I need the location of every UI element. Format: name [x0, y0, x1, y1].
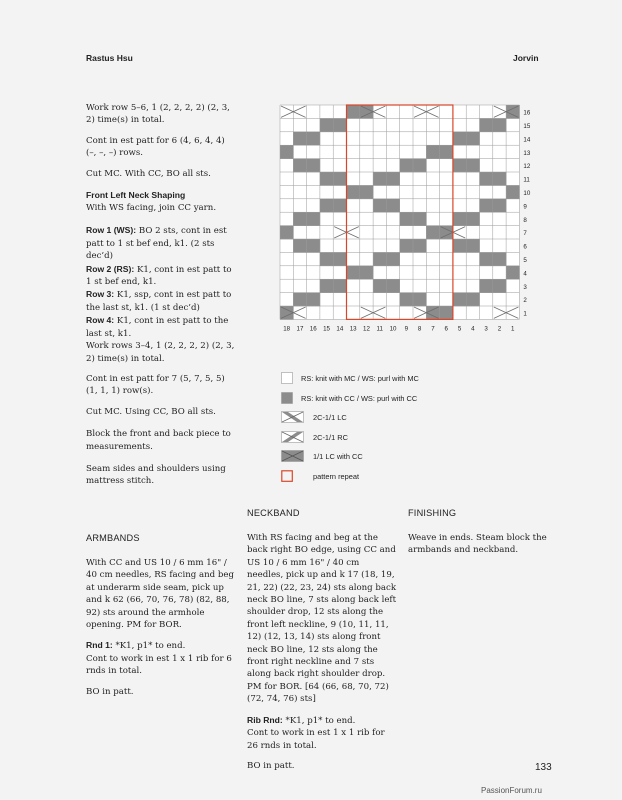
knitting-chart [270, 100, 540, 345]
cc-stitch [333, 199, 347, 213]
row-number: 14 [523, 136, 531, 144]
cc-stitch [466, 159, 480, 173]
legend-symbol-icon [281, 450, 304, 462]
row-number: 9 [523, 203, 527, 211]
legend-symbol-icon [281, 392, 293, 404]
cc-stitch [426, 145, 440, 159]
column-number: 17 [296, 325, 304, 333]
legend-symbol-icon [281, 431, 304, 443]
cc-stitch [333, 118, 347, 132]
column-number: 18 [283, 325, 291, 333]
row-number: 7 [523, 230, 527, 238]
cc-stitch [453, 239, 467, 253]
instruction-paragraph: Work rows 3–4, 1 (2, 2, 2, 2) (2, 3, 2) time(s) in total. [86, 341, 235, 364]
cc-stitch [413, 239, 427, 253]
cc-stitch [333, 252, 347, 266]
cc-stitch [400, 212, 414, 226]
cc-stitch [293, 293, 307, 307]
cc-stitch [466, 293, 480, 307]
section-heading: NECKBAND [247, 508, 300, 518]
row-number: 8 [523, 216, 527, 224]
cc-stitch [466, 212, 480, 226]
legend-symbol-icon [281, 372, 293, 384]
instruction-paragraph: Weave in ends. Steam block the armbands and neckband. [408, 533, 547, 556]
cc-stitch [360, 185, 374, 199]
cc-stitch [506, 185, 520, 199]
instruction-paragraph: Seam sides and shoulders using mattress stitch. [86, 463, 226, 487]
column-number: 3 [484, 325, 488, 333]
instruction-paragraph: Cut MC. With CC, BO all sts. [86, 168, 211, 179]
column-number: 7 [431, 325, 435, 333]
cc-stitch [360, 266, 374, 280]
cc-stitch [440, 145, 454, 159]
cc-stitch [280, 145, 294, 159]
cc-stitch [413, 212, 427, 226]
row-instruction: Row 4: K1, cont in est patt to the last st, k1. [86, 315, 229, 339]
armbands-section [86, 533, 238, 706]
row-number: 15 [523, 123, 531, 131]
legend-label: 2C-1/1 RC [313, 432, 348, 442]
cc-stitch [440, 306, 454, 320]
cc-stitch [413, 293, 427, 307]
column-number: 2 [497, 325, 502, 333]
cc-stitch [400, 293, 414, 307]
cc-stitch [307, 132, 321, 146]
cc-stitch [493, 118, 507, 132]
watermark: PassionForum.ru [481, 786, 542, 795]
cc-stitch [307, 239, 321, 253]
row-instruction: Row 3: K1, ssp, cont in est patt to the last st, k1. (1 st dec’d) [86, 289, 232, 313]
cc-stitch [386, 172, 400, 186]
cc-stitch [386, 199, 400, 213]
cc-stitch [480, 279, 494, 293]
row-instruction: Row 2 (RS): K1, cont in est patt to 1 st bef end, k1. [86, 263, 232, 288]
cc-stitch [280, 226, 294, 240]
row-number: 11 [523, 176, 530, 184]
cc-stitch [400, 239, 414, 253]
cc-stitch [333, 172, 347, 186]
cc-stitch [493, 279, 507, 293]
cc-stitch [493, 252, 507, 266]
cc-stitch [506, 266, 520, 280]
column-number: 14 [336, 325, 344, 333]
cc-stitch [386, 252, 400, 266]
row-number: 10 [523, 190, 531, 198]
column-number: 8 [417, 325, 422, 333]
cc-stitch [293, 239, 307, 253]
legend-label: 2C-1/1 LC [313, 413, 347, 422]
cc-stitch [320, 199, 334, 213]
cc-stitch [373, 199, 387, 213]
cc-stitch [400, 159, 414, 173]
column-number: 13 [349, 325, 357, 333]
cc-stitch [320, 252, 334, 266]
row-instruction: Row 1 (WS): BO 2 sts, cont in est patt to 1 st bef end, k1. (2 sts dec’d) [86, 225, 227, 262]
legend-label: RS: knit with CC / WS: purl with CC [301, 393, 418, 403]
cc-stitch [293, 212, 307, 226]
pattern-name: Jorvin [513, 53, 539, 63]
cc-stitch [307, 159, 321, 173]
legend-label: RS: knit with MC / WS: purl with MC [301, 374, 419, 383]
cc-stitch [347, 105, 361, 119]
instruction-paragraph: With RS facing and beg at the back right BO edge, using CC and US 10 / 6 mm 16" / 40 cm needles, pick up and k 17 (18, 19, 21, 22) (22, 23, 24) sts along back neck BO line, 7 sts along back left shoulder drop, 12 sts along the front left neckline, 9 (10, 11, 11, 12) (12, 13, 14) sts along front neck BO line, 12 sts along the front right neckline and 7 sts along back right shoulder drop. PM for BOR. [64 (66, 68, 70, 72) (72, 74, 76) sts] [247, 533, 397, 705]
cc-stitch [493, 172, 507, 186]
legend-symbol-icon [281, 411, 304, 423]
column-number: 1 [511, 325, 515, 333]
cc-stitch [320, 118, 334, 132]
column-number: 10 [389, 325, 397, 333]
round-instruction: Rnd 1: *K1, p1* to end. [86, 640, 186, 652]
cc-stitch [373, 172, 387, 186]
instruction-paragraph: Cont in est patt for 6 (4, 6, 4, 4) (–, –, –) rows. [86, 135, 225, 159]
instruction-paragraph: With CC and US 10 / 6 mm 16" / 40 cm needles, RS facing and beg at underarm side seam, pick up and k 62 (66, 70, 76, 78) (82, 88, 92) sts around the armhole opening. PM for BOR. [86, 558, 234, 631]
instruction-paragraph: With WS facing, join CC yarn. [86, 203, 217, 214]
cc-stitch [466, 132, 480, 146]
cc-stitch [453, 212, 467, 226]
instruction-paragraph: Cut MC. Using CC, BO all sts. [86, 406, 216, 417]
cc-stitch [386, 279, 400, 293]
instruction-paragraph: Work row 5–6, 1 (2, 2, 2, 2) (2, 3, 2) time(s) in total. [86, 103, 230, 126]
row-number: 6 [523, 243, 527, 251]
cc-stitch [373, 279, 387, 293]
row-number: 4 [523, 270, 527, 278]
cc-stitch [293, 159, 307, 173]
instruction-paragraph: Block the front and back piece to measurements. [86, 429, 231, 452]
row-number: 16 [523, 109, 531, 117]
column-number: 15 [323, 325, 330, 333]
left-column [86, 102, 236, 496]
cc-stitch [480, 172, 494, 186]
finishing-section [408, 508, 558, 565]
row-number: 3 [523, 283, 527, 291]
cc-stitch [453, 293, 467, 307]
round-instruction: Rib Rnd: *K1, p1* to end. [247, 714, 356, 726]
legend-label: pattern repeat [313, 471, 360, 481]
column-number: 5 [457, 325, 462, 333]
cc-stitch [320, 279, 334, 293]
column-number: 6 [444, 325, 448, 333]
instruction-paragraph: Cont in est patt for 7 (5, 7, 5, 5) (1, 1, 1) row(s). [86, 373, 225, 397]
cc-stitch [307, 293, 321, 307]
cc-stitch [426, 226, 440, 240]
row-number: 1 [523, 310, 527, 318]
cc-stitch [480, 118, 494, 132]
column-number: 4 [471, 325, 475, 333]
cc-stitch [466, 239, 480, 253]
cc-stitch [493, 199, 507, 213]
section-heading: Front Left Neck Shaping [86, 190, 186, 201]
cc-stitch [480, 199, 494, 213]
neckband-section [247, 508, 397, 780]
column-number: 16 [309, 325, 317, 333]
row-number: 12 [523, 163, 531, 171]
cc-stitch [347, 185, 361, 199]
row-number: 2 [523, 297, 527, 305]
legend-label: 1/1 LC with CC [313, 452, 363, 461]
cc-stitch [320, 172, 334, 186]
instruction-paragraph: Cont to work in est 1 x 1 rib for 6 rnds in total. [86, 653, 232, 677]
instruction-paragraph: Cont to work in est 1 x 1 rib for 26 rnds in total. [247, 728, 385, 751]
cc-stitch [480, 252, 494, 266]
legend-symbol-icon [281, 470, 293, 482]
column-number: 11 [376, 325, 383, 333]
cc-stitch [453, 159, 467, 173]
cc-stitch [293, 132, 307, 146]
column-number: 12 [363, 325, 370, 333]
section-heading: FINISHING [408, 508, 457, 518]
cc-stitch [453, 132, 467, 146]
cc-stitch [413, 159, 427, 173]
cc-stitch [333, 279, 347, 293]
page-number: 133 [535, 762, 552, 773]
cc-stitch [373, 252, 387, 266]
cc-stitch [347, 266, 361, 280]
row-number: 13 [523, 149, 531, 157]
column-number: 9 [404, 325, 409, 333]
cc-stitch [307, 212, 321, 226]
section-heading: ARMBANDS [86, 533, 140, 543]
instruction-paragraph: BO in patt. [86, 686, 134, 697]
row-number: 5 [523, 257, 527, 265]
instruction-paragraph: BO in patt. [247, 760, 295, 771]
author-name: Rastus Hsu [86, 53, 133, 63]
